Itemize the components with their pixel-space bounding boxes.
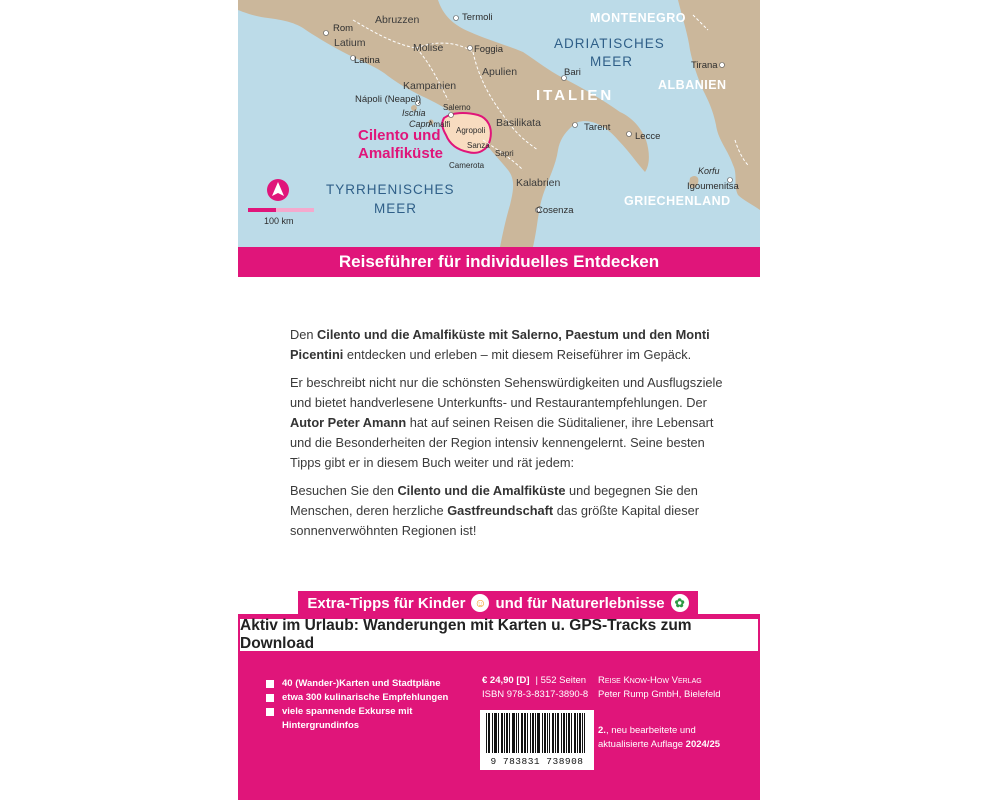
city-dot	[573, 123, 578, 128]
barcode-bar	[489, 713, 490, 753]
text-run: hat auf seinen Reisen die Süditaliener, ihre Lebensart und die Besonderheiten der Region intensiv kennengelernt. Seine besten Tipps gibt er in diesem Buch weiter und rät jedem:	[290, 415, 714, 470]
barcode-bar	[504, 713, 505, 753]
text-run: entdecken und erleben – mit diesem Reiseführer im Gepäck.	[343, 347, 692, 362]
feature-text: etwa 300 kulinarische Empfehlungen	[282, 692, 449, 703]
barcode-number: 9 783831 738908	[490, 756, 584, 767]
feature-item	[266, 677, 451, 691]
barcode-bars	[486, 713, 588, 753]
barcode-bar	[569, 713, 570, 753]
map-label-adriatic-1: ADRIATISCHES	[554, 36, 665, 51]
map-label-kampanien: Kampanien	[403, 80, 457, 92]
feature-text: 40 (Wander-)Karten und Stadtpläne	[282, 678, 441, 689]
barcode-bar	[488, 713, 489, 753]
barcode-bar	[509, 713, 510, 753]
barcode-bar	[507, 713, 508, 753]
barcode-bar	[506, 713, 507, 753]
feature-item	[266, 691, 451, 705]
map-label-sanza: Sanza	[467, 141, 490, 150]
city-dot	[468, 46, 473, 51]
map-label-rom: Rom	[333, 23, 354, 34]
text-run: Er beschreibt nicht nur die schönsten Sehenswürdigkeiten und Ausflugsziele und bietet handverlesene Unterkunfts- und Restaurantempfehlungen. Der	[290, 375, 723, 410]
feature-list	[266, 677, 451, 733]
map-label-griechenland: GRIECHENLAND	[624, 194, 731, 208]
map-scale-label: 100 km	[264, 216, 294, 226]
scale-bar-light	[276, 208, 314, 212]
map-label-amalfi: Amalfi	[428, 120, 451, 129]
bold-run: Cilento und die Amalfiküste mit Salerno, Paestum und den Monti Picentini	[290, 327, 710, 362]
barcode-bar	[582, 713, 583, 753]
region-map	[238, 0, 760, 247]
blurb-paragraph-3	[290, 481, 730, 541]
publisher-name: Reise Know-How Verlag	[598, 675, 702, 686]
barcode-bar	[527, 713, 528, 753]
price-block	[482, 674, 592, 702]
barcode-bar	[525, 713, 526, 753]
map-label-latium: Latium	[334, 37, 366, 49]
map-label-abruzzen: Abruzzen	[375, 14, 420, 26]
aktiv-banner	[240, 619, 758, 651]
barcode-bar	[584, 713, 585, 753]
barcode-bar	[552, 713, 553, 753]
barcode-bar	[516, 713, 517, 753]
barcode-bar	[538, 713, 539, 753]
map-label-ischia: Ischia	[402, 108, 426, 118]
price-row	[482, 674, 592, 688]
barcode-bar	[530, 713, 531, 753]
barcode-bar	[513, 713, 514, 753]
aktiv-text: Aktiv im Urlaub: Wanderungen mit Karten u. GPS-Tracks zum Download	[240, 617, 692, 652]
barcode-bar	[514, 713, 515, 753]
barcode-bar	[579, 713, 580, 753]
barcode-bar	[547, 713, 548, 753]
barcode-bar	[486, 713, 487, 753]
map-label-latina: Latina	[354, 55, 380, 66]
barcode-bar	[561, 713, 562, 753]
map-label-albanien: ALBANIEN	[658, 78, 727, 92]
page-count: | 552 Seiten	[535, 675, 587, 686]
barcode-bar	[492, 713, 493, 753]
city-dot	[454, 16, 459, 21]
map-label-tarent: Tarent	[584, 122, 611, 133]
barcode-bar	[535, 713, 536, 753]
barcode-bar	[518, 713, 519, 753]
barcode-bar	[564, 713, 565, 753]
map-label-salerno: Salerno	[443, 103, 471, 112]
map-label-basilikata: Basilikata	[496, 117, 541, 129]
map-label-camerota: Camerota	[449, 161, 485, 170]
checkbox-icon	[266, 694, 274, 702]
extra-tips-nature-text: und für Naturerlebnisse	[495, 594, 665, 612]
barcode-bar	[539, 713, 540, 753]
city-dot	[720, 63, 725, 68]
scale-bar-dark	[248, 208, 276, 212]
bold-run: Gastfreundschaft	[447, 503, 554, 518]
barcode-bar	[574, 713, 575, 753]
barcode-bar	[577, 713, 578, 753]
leaf-icon: ✿	[671, 594, 689, 612]
text-run: das größte Kapital dieser sonnenverwöhnten Regionen ist!	[290, 503, 699, 538]
barcode-bar	[568, 713, 569, 753]
barcode-bar	[555, 713, 556, 753]
map-label-molise: Molise	[413, 42, 444, 54]
book-back-cover	[238, 0, 760, 800]
barcode-bar	[522, 713, 523, 753]
barcode-bar	[521, 713, 522, 753]
barcode-bar	[498, 713, 499, 753]
barcode-bar	[542, 713, 543, 753]
checkbox-icon	[266, 708, 274, 716]
barcode-bar	[495, 713, 496, 753]
tagline-banner	[238, 247, 760, 277]
city-dot	[324, 31, 329, 36]
feature-text: viele spannende Exkurse mit Hintergrundinfos	[282, 706, 413, 731]
barcode-bar	[557, 713, 558, 753]
text-run: Den	[290, 327, 318, 342]
blurb-text	[290, 325, 730, 549]
barcode-bar	[524, 713, 525, 753]
map-label-italien: ITALIEN	[536, 87, 615, 104]
barcode-bar	[496, 713, 497, 753]
extra-tips-kids-text: Extra-Tipps für Kinder	[307, 594, 466, 612]
map-highlight-label-1: Cilento und	[358, 127, 441, 144]
extra-tips-banner	[298, 591, 698, 615]
bold-run: Autor Peter Amann	[290, 415, 407, 430]
isbn: ISBN 978-3-8317-3890-8	[482, 689, 589, 700]
map-label-adriatic-2: MEER	[590, 54, 634, 69]
bottom-info-panel	[238, 614, 760, 800]
edition-info	[598, 724, 748, 752]
map-label-foggia: Foggia	[474, 44, 504, 55]
map-label-tirana: Tirana	[691, 60, 718, 71]
map-label-cosenza: Cosenza	[536, 205, 574, 216]
child-icon: ☺	[471, 594, 489, 612]
barcode	[480, 710, 594, 770]
map-label-montenegro: MONTENEGRO	[590, 11, 686, 25]
map-label-capri: Capri	[409, 119, 431, 129]
edition-number: 2.	[598, 725, 606, 736]
publisher-address: Peter Rump GmbH, Bielefeld	[598, 689, 721, 700]
map-label-lecce: Lecce	[635, 131, 661, 142]
barcode-bar	[549, 713, 550, 753]
tagline-text: Reiseführer für individuelles Entdecken	[338, 252, 660, 271]
barcode-bar	[580, 713, 581, 753]
barcode-bar	[502, 713, 503, 753]
map-label-kalabrien: Kalabrien	[516, 177, 561, 189]
map-graphic	[238, 0, 760, 247]
blurb-paragraph-2	[290, 373, 730, 473]
map-label-korfu: Korfu	[698, 166, 720, 176]
map-label-apulien: Apulien	[482, 66, 518, 78]
barcode-bar	[501, 713, 502, 753]
barcode-bar	[512, 713, 513, 753]
map-label-sapri: Sapri	[495, 149, 514, 158]
publisher-block	[598, 674, 748, 752]
barcode-bar	[544, 713, 545, 753]
edition-text: , neu bearbeitete und aktualisierte Auflage	[598, 725, 696, 750]
edition-year: 2024/25	[685, 739, 721, 750]
barcode-bar	[537, 713, 538, 753]
barcode-bar	[575, 713, 576, 753]
map-label-bari: Bari	[564, 67, 581, 78]
barcode-bar	[533, 713, 534, 753]
map-label-termoli: Termoli	[462, 12, 493, 23]
barcode-bar	[553, 713, 554, 753]
blurb-paragraph-1	[290, 325, 730, 365]
barcode-bar	[545, 713, 546, 753]
checkbox-icon	[266, 680, 274, 688]
city-dot	[627, 132, 632, 137]
text-run: und begegnen Sie den Menschen, deren herzliche	[290, 483, 698, 518]
barcode-bar	[532, 713, 533, 753]
map-label-agropoli: Agropoli	[456, 126, 486, 135]
bold-run: Cilento und die Amalfiküste	[397, 483, 566, 498]
barcode-bar	[563, 713, 564, 753]
city-dot	[449, 113, 454, 118]
barcode-bar	[494, 713, 495, 753]
north-arrow-icon	[267, 179, 289, 201]
barcode-bar	[566, 713, 567, 753]
barcode-bar	[558, 713, 559, 753]
map-label-tyrrhenian-1: TYRRHENISCHES	[326, 182, 455, 197]
map-label-tyrrhenian-2: MEER	[374, 201, 418, 216]
map-highlight-label-2: Amalfiküste	[358, 145, 444, 162]
map-label-igoumenitsa: Igoumenitsa	[687, 181, 739, 192]
feature-item	[266, 705, 451, 733]
text-run: Besuchen Sie den	[290, 483, 398, 498]
price: € 24,90 [D]	[482, 675, 530, 686]
map-label-napoli: Nápoli (Neapel)	[355, 94, 422, 105]
barcode-bar	[571, 713, 572, 753]
